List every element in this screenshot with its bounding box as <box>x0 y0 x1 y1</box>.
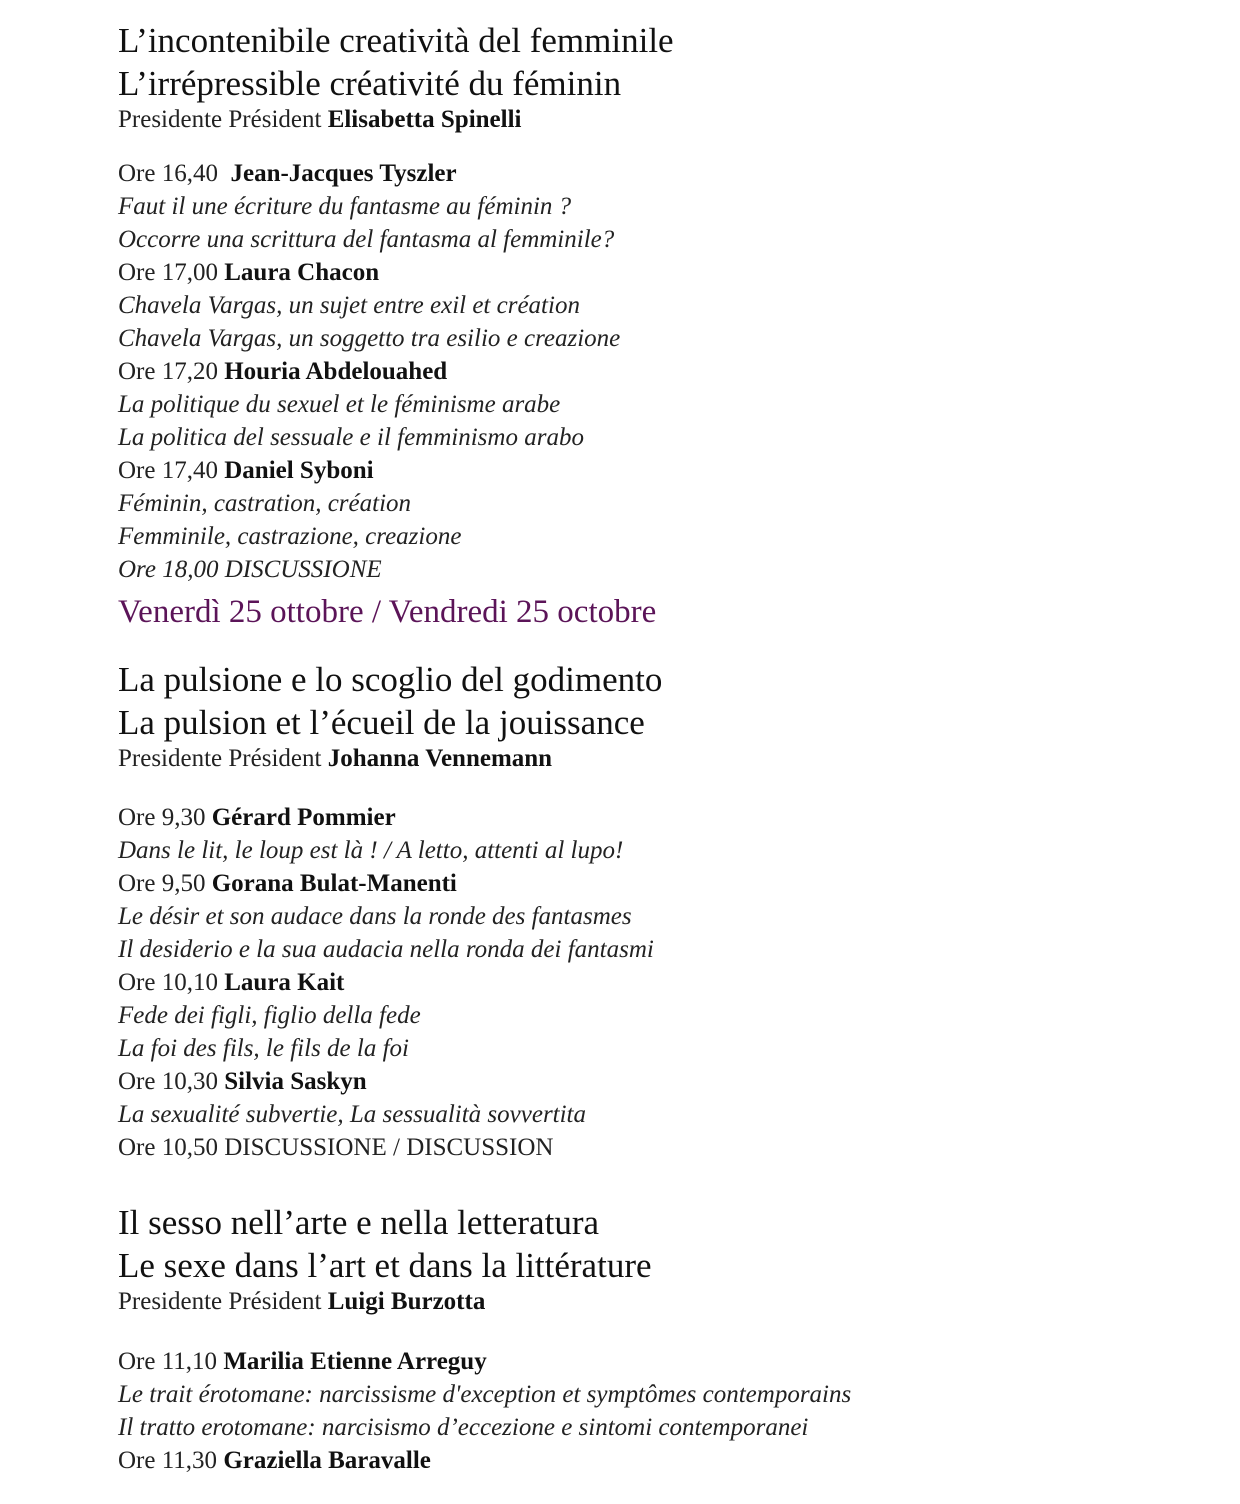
talk-speaker: Houria Abdelouahed <box>224 358 448 385</box>
session-3-talks <box>118 1345 851 1477</box>
talk-time: Ore 17,00 <box>118 259 218 286</box>
talk-time-speaker <box>118 801 654 834</box>
discussion-line: Ore 10,50 DISCUSSIONE / DISCUSSION <box>118 1134 554 1161</box>
talk-title-fr: La foi des fils, le fils de la foi <box>118 1035 409 1062</box>
session-president <box>118 105 674 135</box>
talk-title: La sexualité subvertie, La sessualità sovvertita <box>118 1101 587 1128</box>
talk-title-fr: Chavela Vargas, un sujet entre exil et création <box>118 292 580 319</box>
talk-time: Ore 10,10 <box>118 969 218 996</box>
president-label: Presidente Président <box>118 1288 322 1315</box>
talk-title-fr: Le désir et son audace dans la ronde des fantasmes <box>118 903 632 930</box>
talk-time-speaker <box>118 355 620 388</box>
talk-time-speaker <box>118 1065 654 1098</box>
talk-speaker: Jean-Jacques Tyszler <box>230 160 457 187</box>
session-title-fr: Le sexe dans l’art et dans la littérature <box>118 1246 652 1285</box>
president-label: Presidente Président <box>118 745 322 772</box>
session-title-it: L’incontenibile creatività del femminile <box>118 21 674 60</box>
talk-title-it: Il tratto erotomane: narcisismo d’eccezione e sintomi contemporanei <box>118 1414 809 1441</box>
talk-time: Ore 9,50 <box>118 870 206 897</box>
talk-time-speaker <box>118 966 654 999</box>
talk-title: Dans le lit, le loup est là ! / A letto, attenti al lupo! <box>118 837 624 864</box>
talk-title-fr: Le trait érotomane: narcissisme d'exception et symptômes contemporains <box>118 1381 852 1408</box>
talk-time-speaker <box>118 454 620 487</box>
session-president <box>118 744 662 774</box>
talk-time-speaker <box>118 256 620 289</box>
talk-time: Ore 9,30 <box>118 804 206 831</box>
session-title-it: Il sesso nell’arte e nella letteratura <box>118 1203 600 1242</box>
session-president <box>118 1287 652 1317</box>
discussion-line: Ore 18,00 DISCUSSIONE <box>118 556 382 583</box>
talk-title-it: Femminile, castrazione, creazione <box>118 523 462 550</box>
talk-speaker: Laura Chacon <box>224 259 380 286</box>
session-1 <box>118 19 674 135</box>
talk-time: Ore 17,40 <box>118 457 218 484</box>
session-1-talks <box>118 157 620 586</box>
session-title-it: La pulsione e lo scoglio del godimento <box>118 660 663 699</box>
session-2-talks <box>118 801 654 1164</box>
talk-title-it: Il desiderio e la sua audacia nella ronda dei fantasmi <box>118 936 654 963</box>
day-heading: Venerdì 25 ottobre / Vendredi 25 octobre <box>118 594 657 630</box>
session-2 <box>118 658 662 774</box>
talk-time: Ore 16,40 <box>118 160 218 187</box>
talk-speaker: Marilia Etienne Arreguy <box>223 1348 487 1375</box>
talk-title-it: La politica del sessuale e il femminismo arabo <box>118 424 584 451</box>
talk-speaker: Gérard Pommier <box>211 804 396 831</box>
talk-speaker: Graziella Baravalle <box>223 1447 431 1474</box>
session-3 <box>118 1201 652 1317</box>
talk-title-fr: La politique du sexuel et le féminisme arabe <box>118 391 561 418</box>
talk-title-fr: Faut il une écriture du fantasme au féminin ? <box>118 193 572 220</box>
president-name: Elisabetta Spinelli <box>327 106 522 133</box>
talk-time: Ore 11,10 <box>118 1348 218 1375</box>
talk-speaker: Silvia Saskyn <box>224 1068 367 1095</box>
talk-speaker: Gorana Bulat-Manenti <box>211 870 457 897</box>
talk-time-speaker <box>118 1345 851 1378</box>
talk-speaker: Laura Kait <box>224 969 345 996</box>
talk-title-it: Fede dei figli, figlio della fede <box>118 1002 421 1029</box>
president-name: Johanna Vennemann <box>327 745 553 772</box>
talk-time: Ore 17,20 <box>118 358 218 385</box>
talk-title-it: Chavela Vargas, un soggetto tra esilio e creazione <box>118 325 621 352</box>
talk-title-fr: Féminin, castration, création <box>118 490 412 517</box>
session-title-fr: La pulsion et l’écueil de la jouissance <box>118 703 645 742</box>
talk-time: Ore 10,30 <box>118 1068 218 1095</box>
talk-time-speaker <box>118 1444 851 1477</box>
president-name: Luigi Burzotta <box>327 1288 486 1315</box>
talk-speaker: Daniel Syboni <box>224 457 374 484</box>
session-title-fr: L’irrépressible créativité du féminin <box>118 64 622 103</box>
talk-time-speaker <box>118 157 620 190</box>
talk-time: Ore 11,30 <box>118 1447 218 1474</box>
talk-title-it: Occorre una scrittura del fantasma al femminile? <box>118 226 615 253</box>
talk-time-speaker <box>118 867 654 900</box>
president-label: Presidente Président <box>118 106 322 133</box>
